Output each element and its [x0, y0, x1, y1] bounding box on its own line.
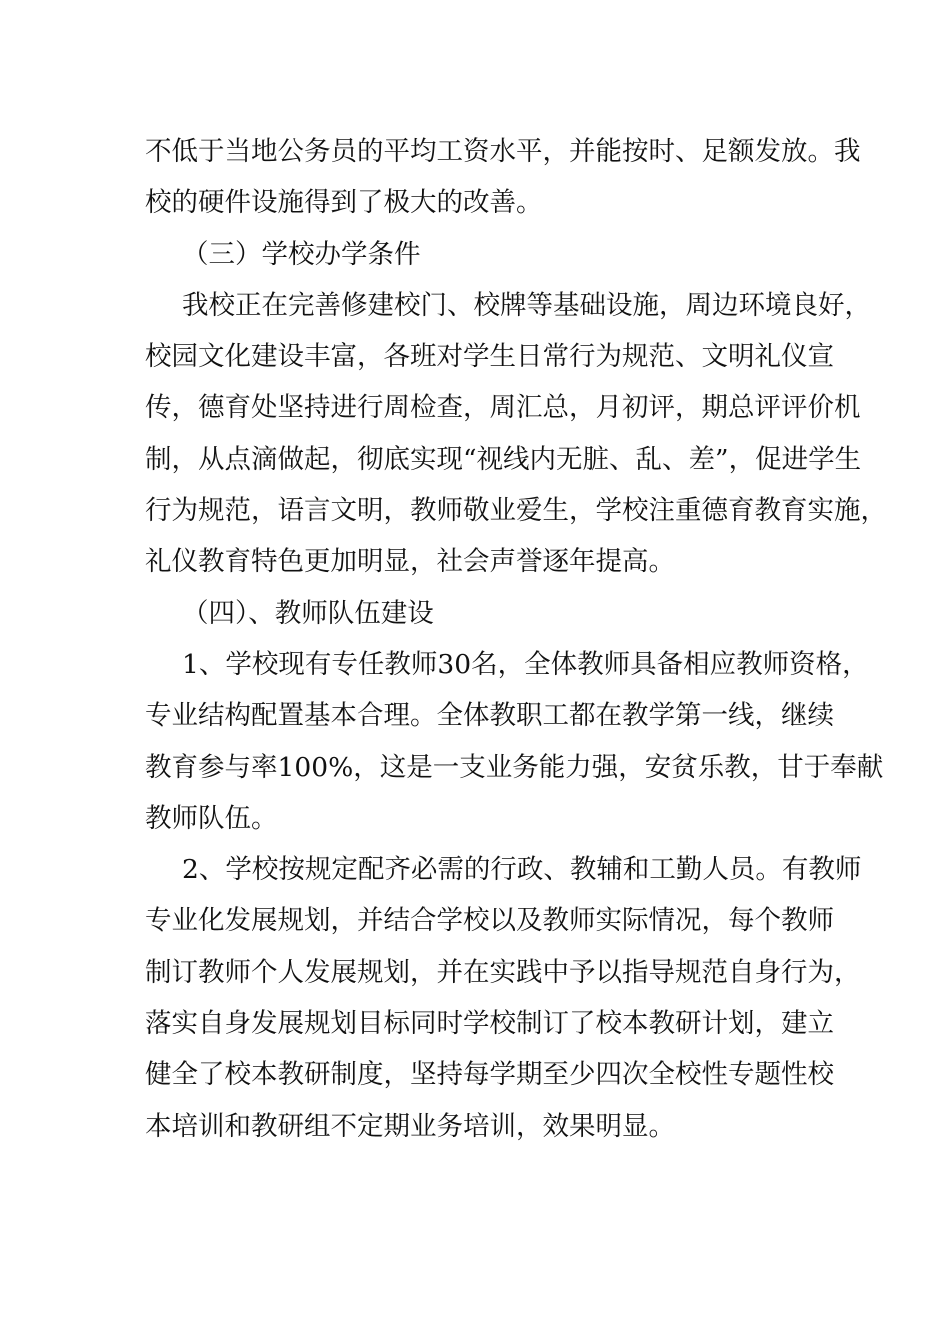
paragraph-line: 落实自身发展规划目标同时学校制订了校本教研计划，建立 [145, 1008, 834, 1040]
section-heading-4: （四）、教师队伍建设 [182, 597, 434, 629]
paragraph-line: 专业化发展规划，并结合学校以及教师实际情况，每个教师 [145, 905, 834, 937]
paragraph-line: 1、学校现有专任教师30名，全体教师具备相应教师资格， [182, 648, 869, 680]
paragraph-line: 我校正在完善修建校门、校牌等基础设施，周边环境良好， [182, 289, 871, 321]
paragraph-line: 校园文化建设丰富，各班对学生日常行为规范、文明礼仪宣 [145, 341, 834, 373]
paragraph-line: 教师队伍。 [145, 802, 278, 834]
paragraph-line: 校的硬件设施得到了极大的改善。 [145, 187, 543, 219]
paragraph-line: 专业结构配置基本合理。全体教职工都在教学第一线，继续 [145, 700, 834, 732]
paragraph-line: 教育参与率100%，这是一支业务能力强，安贫乐教，甘于奉献 [145, 751, 884, 783]
paragraph-line: 传，德育处坚持进行周检查，周汇总，月初评，期总评评价机 [145, 392, 861, 424]
paragraph-line: 健全了校本教研制度，坚持每学期至少四次全校性专题性校 [145, 1059, 834, 1091]
paragraph-line: 行为规范，语言文明，教师敬业爱生，学校注重德育教育实施， [145, 495, 887, 527]
paragraph-line: 制订教师个人发展规划，并在实践中予以指导规范自身行为， [145, 956, 861, 988]
paragraph-line: 2、学校按规定配齐必需的行政、教辅和工勤人员。有教师 [182, 854, 862, 886]
document-body [145, 126, 887, 1152]
paragraph-line: 不低于当地公务员的平均工资水平，并能按时、足额发放。我 [145, 136, 861, 167]
paragraph-line: 本培训和教研组不定期业务培训，效果明显。 [145, 1110, 675, 1142]
section-heading-3: （三）学校办学条件 [182, 238, 421, 270]
paragraph-line: 制，从点滴做起，彻底实现“视线内无脏、乱、差”，促进学生 [145, 443, 862, 475]
paragraph-line: 礼仪教育特色更加明显，社会声誉逐年提高。 [145, 546, 675, 578]
